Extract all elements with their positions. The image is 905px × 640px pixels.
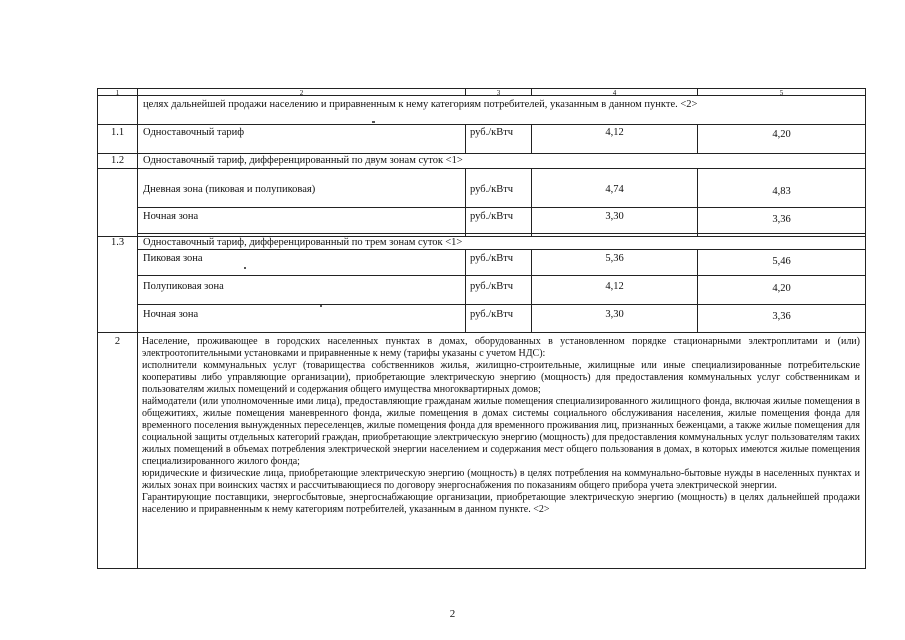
row-label: Одноставочный тариф, дифференцированный по двум зонам суток <1> xyxy=(143,155,463,166)
column-header: 3 xyxy=(496,89,501,97)
intro-text: целях дальнейшей продажи населению и приравненным к нему категориям потребителей, указанным в данном пункте. <2> xyxy=(143,99,698,110)
table-rule xyxy=(97,168,866,169)
row-value-1: 4,12 xyxy=(605,127,624,138)
row-value-1: 3,30 xyxy=(605,211,624,222)
scan-mark xyxy=(244,267,246,269)
page-number: 2 xyxy=(449,608,456,620)
row-value-1: 4,74 xyxy=(605,184,624,195)
row-value-2: 4,83 xyxy=(772,186,791,197)
row-unit: руб./кВтч xyxy=(470,309,514,320)
scan-mark xyxy=(320,305,322,307)
row-unit: руб./кВтч xyxy=(470,281,514,292)
table-rule xyxy=(137,249,866,250)
row-value-2: 4,20 xyxy=(772,129,791,140)
table-rule xyxy=(465,124,466,154)
row-number: 1.1 xyxy=(110,127,125,138)
row-number: 1.3 xyxy=(110,237,125,248)
paragraph: исполнители коммунальных услуг (товарищества собственников жилья, жилищно-строительные, жилищные или иные специализированные потребительские кооперативы либо управляющие организации), приобретающие электрическую энергию (мощность) для предоставления коммунальных услуг собственникам и пользователям жилых помещений и содержания общего имущества многоквартирных домов; xyxy=(142,360,860,395)
row-label: Полупиковая зона xyxy=(143,281,224,292)
row-label: Ночная зона xyxy=(143,211,199,222)
row-number: 1.2 xyxy=(110,155,125,166)
section-2-text xyxy=(142,336,860,516)
row-label: Одноставочный тариф xyxy=(143,127,245,138)
row-value-2: 4,20 xyxy=(772,283,791,294)
row-unit: руб./кВтч xyxy=(470,127,514,138)
row-label: Ночная зона xyxy=(143,309,199,320)
column-header: 1 xyxy=(115,89,120,97)
paragraph: Население, проживающее в городских населенных пунктах в домах, оборудованных в установленном порядке стационарными электроплитами и (или) электроотопительными установками и приравненные к нему (тарифы указаны с учетом НДС): xyxy=(142,336,860,359)
column-header: 2 xyxy=(299,89,304,97)
table-rule xyxy=(137,275,866,276)
table-rule xyxy=(97,124,866,125)
scan-mark xyxy=(372,121,375,123)
row-value-1: 3,30 xyxy=(605,309,624,320)
table-rule xyxy=(97,153,866,154)
table-rule xyxy=(465,168,466,237)
row-value-1: 5,36 xyxy=(605,253,624,264)
row-unit: руб./кВтч xyxy=(470,184,514,195)
paragraph: юридические и физические лица, приобретающие электрическую энергию (мощность) в целях потребления на коммунально-бытовые нужды в населенных пунктах и жилых зонах при воинских частях и рассчитывающиеся по договору энергоснабжения по показаниям общего прибора учета электрической энергии. xyxy=(142,468,860,491)
paragraph: наймодатели (или уполномоченные ими лица), предоставляющие гражданам жилые помещения специализированного жилищного фонда, включая жилые помещения в общежитиях, жилые помещения маневренного фонда, жилые помещения в домах системы социального обслуживания населения, жилые помещения фонда для временного поселения вынужденных переселенцев, жилые помещения фонда для временного проживания лиц, признанных беженцами, а также жилые помещения для социальной защиты отдельных категорий граждан, приобретающие электрическую энергию (мощность) для предоставления коммунальных услуг пользователям таких жилых помещений в объемах потребления электрической энергии населением и содержания мест общего пользования в домах, в которых имеются жилые помещения специализированного жилого фонда; xyxy=(142,396,860,467)
table-rule xyxy=(137,304,866,305)
column-header: 5 xyxy=(779,89,784,97)
row-value-2: 3,36 xyxy=(772,311,791,322)
paragraph: Гарантирующие поставщики, энергосбытовые, энергоснабжающие организации, приобретающие электрическую энергию (мощность) в целях дальнейшей продажи населению и приравненным к нему категориям потребителей, указанным в данном пункте. <2> xyxy=(142,492,860,515)
table-rule xyxy=(97,568,866,569)
row-value-1: 4,12 xyxy=(605,281,624,292)
table-rule xyxy=(697,168,698,237)
table-rule xyxy=(137,207,866,208)
row-number: 2 xyxy=(114,336,121,347)
table-rule xyxy=(465,249,466,333)
table-rule xyxy=(531,168,532,237)
table-rule xyxy=(865,88,866,569)
row-label: Одноставочный тариф, дифференцированный по трем зонам суток <1> xyxy=(143,237,463,248)
row-label: Дневная зона (пиковая и полупиковая) xyxy=(143,184,316,195)
row-value-2: 5,46 xyxy=(772,256,791,267)
column-header: 4 xyxy=(612,89,617,97)
row-unit: руб./кВтч xyxy=(470,253,514,264)
row-value-2: 3,36 xyxy=(772,214,791,225)
row-unit: руб./кВтч xyxy=(470,211,514,222)
table-rule xyxy=(137,233,866,234)
table-rule xyxy=(137,88,138,569)
row-label: Пиковая зона xyxy=(143,253,203,264)
table-rule xyxy=(97,332,866,333)
